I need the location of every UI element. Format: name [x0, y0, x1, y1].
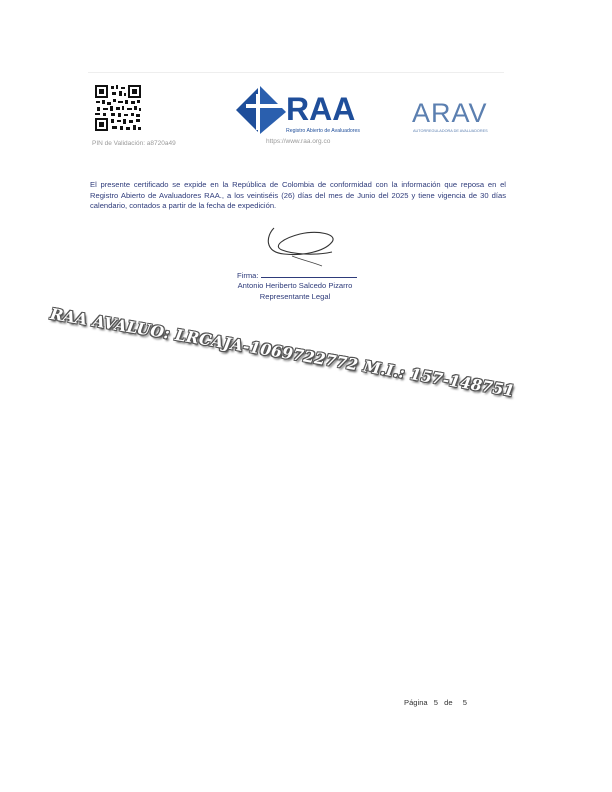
raa-logo: [232, 84, 372, 136]
arav-logo-text: ARAV: [412, 98, 488, 128]
header-divider: [88, 72, 504, 73]
signer-name: Antonio Heriberto Salcedo Pizarro: [237, 281, 353, 290]
page-of: de: [444, 698, 453, 707]
page-number: [404, 698, 467, 707]
raa-logo-subtitle: Registro Abierto de Avaluadores: [286, 128, 361, 134]
watermark-text: RAA AVALUO: LRCAJA-1069722772 M.I.: 157-148751: [48, 304, 517, 401]
arav-logo-subtitle: AUTORREGULADORA DE AVALUADORES: [413, 129, 488, 133]
signature-field: [237, 270, 357, 280]
page-total: 5: [462, 698, 467, 707]
signature-line: [261, 270, 357, 278]
certificate-text: El presente certificado se expide en la República de Colombia de conformidad con la información que reposa en el Registro Abierto de Avaluadores RAA., a los veintiséis (26) días del mes de Junio del 2025 y tiene vigencia de 30 días calendario, contados a partir de la fecha de expedición.: [90, 180, 506, 210]
raa-url[interactable]: https://www.raa.org.co: [266, 138, 331, 145]
signature-image: [262, 222, 340, 268]
signer-role: Representante Legal: [259, 292, 331, 301]
firma-label: Firma:: [237, 271, 259, 280]
arav-logo: [410, 96, 506, 136]
qr-code: [94, 84, 142, 132]
raa-logo-text: RAA: [286, 91, 356, 127]
page-current: 5: [433, 698, 439, 707]
validation-pin: PIN de Validación: a8720a49: [92, 140, 176, 147]
page-label: Página: [404, 698, 428, 707]
